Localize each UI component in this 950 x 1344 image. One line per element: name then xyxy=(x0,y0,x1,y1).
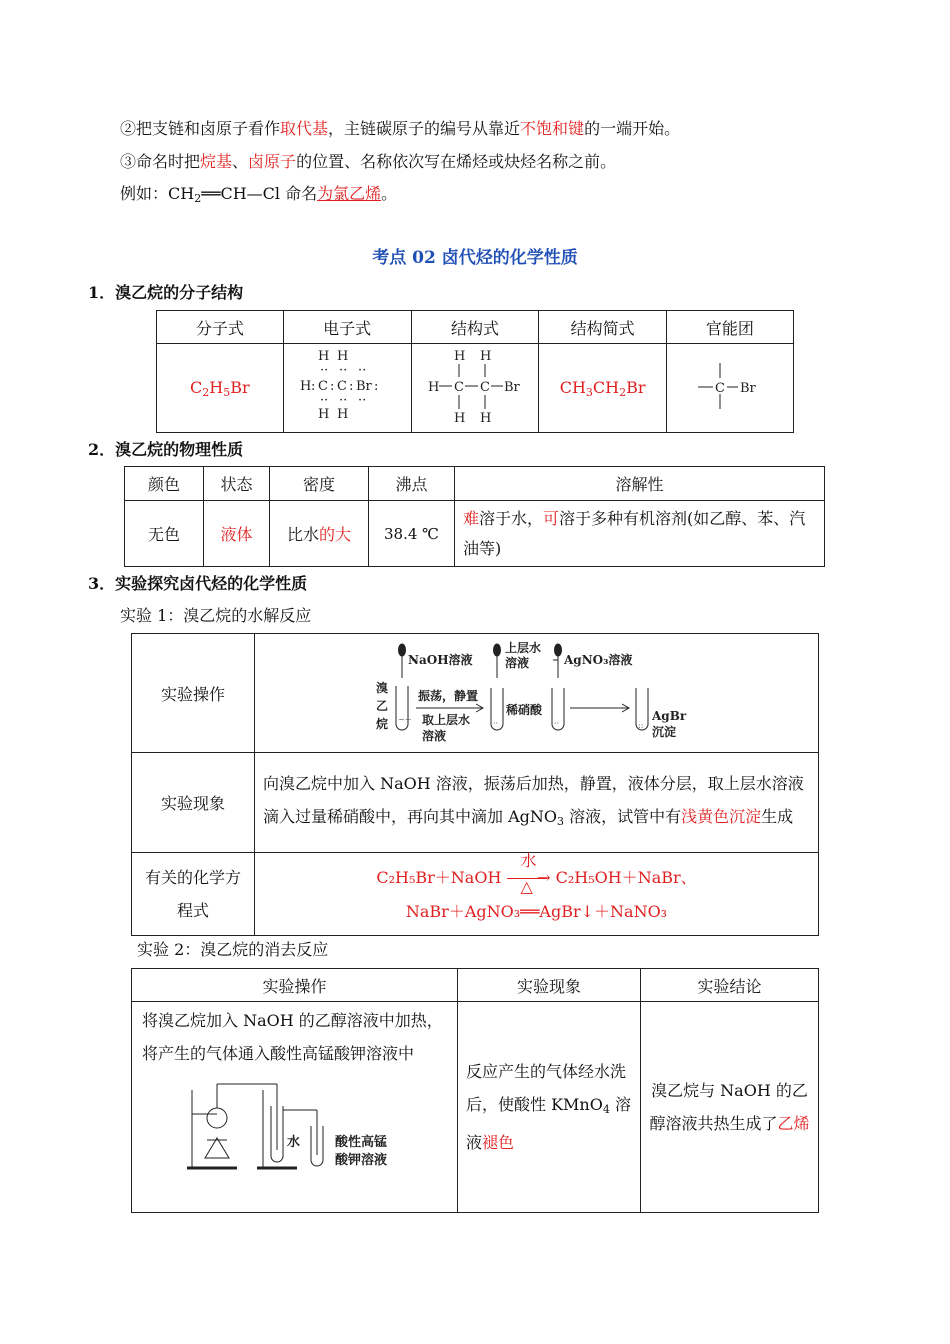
text: 例如：CH xyxy=(120,184,195,203)
exp2-title: 实验 2：溴乙烷的消去反应 xyxy=(137,940,329,959)
reaction-arrow: 水 → △ xyxy=(507,869,551,889)
svg-text:C: C xyxy=(714,381,725,396)
label-bromo1: 溴 xyxy=(375,681,388,695)
t: Br xyxy=(626,377,646,397)
intro-line-1 xyxy=(120,116,680,139)
svg-text:··: ·· xyxy=(358,363,367,378)
svg-text:C: C xyxy=(454,380,464,395)
structural-formula xyxy=(411,344,539,433)
svg-text:H: H xyxy=(337,349,349,364)
section-title: 考点 02 卤代烃的化学性质 xyxy=(372,248,578,268)
t: H xyxy=(209,377,224,397)
text: 、 xyxy=(232,152,249,171)
t: 反应产生的气体经水洗后，使酸性 KMnO xyxy=(466,1062,627,1114)
t: C xyxy=(190,377,203,397)
svg-text::: : xyxy=(330,379,335,394)
molecular-formula xyxy=(157,344,284,433)
answer-text: 褪色 xyxy=(482,1133,515,1152)
label-ppt: 沉淀 xyxy=(651,725,676,739)
header-cell: 状态 xyxy=(204,467,270,501)
answer-text: 卤原子 xyxy=(248,152,297,171)
functional-group xyxy=(666,344,793,433)
row-label: 实验现象 xyxy=(132,753,255,853)
text: 。 xyxy=(381,184,398,203)
state-cell: 液体 xyxy=(204,501,270,567)
svg-text:H: H xyxy=(454,349,466,364)
answer-text: 不饱和键 xyxy=(520,119,585,138)
subscript: 5 xyxy=(223,385,231,399)
svg-text::: : xyxy=(374,379,379,394)
label-bromo3: 烷 xyxy=(375,717,388,731)
subscript: 2 xyxy=(202,385,210,399)
svg-text:··: ·· xyxy=(358,393,367,408)
structural-diagram xyxy=(420,346,530,426)
t: 溶于多种有机溶剂(如乙醇、苯、汽油等) xyxy=(463,508,806,558)
t: CH xyxy=(559,377,586,397)
text: ，主链碳原子的编号从靠近 xyxy=(328,119,521,138)
color-cell: 无色 xyxy=(125,501,204,567)
structure-table xyxy=(156,310,794,433)
answer-text: 难 xyxy=(463,508,480,528)
intro-line-2 xyxy=(120,149,616,172)
answer-text: 取代基 xyxy=(280,119,329,138)
t: 溶于水， xyxy=(479,508,544,528)
exp2-phenomenon-cell xyxy=(458,1002,641,1213)
solubility-cell xyxy=(455,501,825,567)
svg-text::: : xyxy=(349,379,354,394)
op-text: 将溴乙烷加入 NaOH 的乙醇溶液中加热，将产生的气体通入酸性高锰酸钾溶液中 xyxy=(142,1011,443,1063)
svg-text:Br: Br xyxy=(504,380,520,395)
subscript: 3 xyxy=(585,385,593,399)
label-agno3: AgNO₃溶液 xyxy=(563,653,632,667)
t: 水 xyxy=(520,850,537,870)
svg-text::: : xyxy=(311,379,316,394)
text: 的位置、名称依次写在烯烃或炔烃名称之前。 xyxy=(296,152,617,171)
answer-text: 的大 xyxy=(319,525,352,544)
text: 的一端开始。 xyxy=(584,119,681,138)
sec2-title: 2．溴乙烷的物理性质 xyxy=(88,440,244,459)
t: Br xyxy=(230,377,250,397)
svg-text:Br: Br xyxy=(356,379,372,394)
equation-cell xyxy=(255,850,819,936)
t: 溶液，试管中有 xyxy=(564,807,682,826)
label-upper2: 溶液 xyxy=(504,656,529,670)
answer-text: 乙烯 xyxy=(777,1114,810,1133)
answer-text: 浅黄色沉淀 xyxy=(681,807,762,826)
exp2-conclusion-cell xyxy=(641,1002,819,1213)
answer-text: 为氯乙烯 xyxy=(317,184,382,203)
svg-text:··: ·· xyxy=(320,393,329,408)
header-cell: 溶解性 xyxy=(455,467,825,501)
label-take2: 溶液 xyxy=(421,729,446,743)
hydrolysis-diagram xyxy=(372,636,702,746)
header-cell: 电子式 xyxy=(283,311,411,344)
svg-text:H: H xyxy=(454,411,466,426)
svg-text:H: H xyxy=(318,349,330,364)
row-label: 有关的化学方程式 xyxy=(132,853,255,936)
text: ②把支链和卤原子看作 xyxy=(120,119,281,138)
phenomenon-cell xyxy=(255,753,819,853)
bp-cell: 38.4 ℃ xyxy=(369,501,455,567)
t: CH xyxy=(592,377,620,397)
physical-props-table xyxy=(124,466,825,567)
label-kmno2: 酸钾溶液 xyxy=(335,1153,388,1168)
t: 向溴乙烷中加入 NaOH 溶液，振荡后加热，静置，液体分层，取上层水溶液滴入过量稀硝酸中，再向其中滴加 AgNO xyxy=(263,774,804,826)
elimination-apparatus xyxy=(177,1070,457,1175)
t: 比水 xyxy=(286,525,319,544)
svg-text:··: ·· xyxy=(320,363,329,378)
header-cell: 官能团 xyxy=(666,311,793,344)
label-hno3: 稀硝酸 xyxy=(505,703,542,717)
svg-text:··: ·· xyxy=(553,719,559,728)
t: C₂H₅Br＋NaOH xyxy=(376,868,502,887)
header-cell: 沸点 xyxy=(369,467,455,501)
svg-text:C: C xyxy=(337,379,348,394)
header-cell: 实验操作 xyxy=(132,969,458,1002)
header-cell: 实验现象 xyxy=(458,969,641,1002)
exp2-table xyxy=(131,968,819,1213)
row-label: 实验操作 xyxy=(132,634,255,753)
svg-text:··: ·· xyxy=(339,363,348,378)
label-naoh: NaOH溶液 xyxy=(407,653,473,667)
functional-group-diagram xyxy=(690,351,770,421)
sec3-title: 3．实验探究卤代烃的化学性质 xyxy=(88,574,308,593)
exp1-table xyxy=(131,633,819,936)
header-cell: 结构简式 xyxy=(539,311,666,344)
svg-text:::: :: xyxy=(637,721,643,730)
label-bromo2: 乙 xyxy=(375,699,388,713)
svg-text:··: ·· xyxy=(339,393,348,408)
t: C₂H₅OH＋NaBr、 xyxy=(555,868,697,887)
subscript: 3 xyxy=(557,815,565,828)
svg-text:H: H xyxy=(428,380,440,395)
equation-1 xyxy=(261,850,812,896)
sec1-title: 1．溴乙烷的分子结构 xyxy=(88,283,244,302)
svg-text:H: H xyxy=(300,379,312,394)
t: 溴乙烷与 NaOH 的乙醇溶液共热生成了 xyxy=(649,1081,808,1133)
text: ③命名时把 xyxy=(120,152,201,171)
svg-text:C: C xyxy=(318,379,329,394)
svg-text:H: H xyxy=(318,407,330,422)
exp1-title: 实验 1：溴乙烷的水解反应 xyxy=(120,606,312,625)
intro-line-3 xyxy=(120,181,397,205)
label-take1: 取上层水 xyxy=(421,713,470,727)
svg-text:H: H xyxy=(480,411,492,426)
t: △ xyxy=(520,876,533,896)
exp2-op-cell xyxy=(132,1002,458,1213)
electron-formula xyxy=(283,344,411,433)
density-cell xyxy=(270,501,369,567)
svg-text:H: H xyxy=(480,349,492,364)
text: ══CH—Cl 命名 xyxy=(201,184,318,203)
answer-text: 可 xyxy=(543,508,560,528)
subscript: 2 xyxy=(194,192,202,205)
t: 生成 xyxy=(761,807,794,826)
svg-text:~~: ~~ xyxy=(397,715,411,724)
header-cell: 分子式 xyxy=(157,311,284,344)
answer-text: 烷基 xyxy=(200,152,233,171)
svg-text:··: ·· xyxy=(492,719,498,728)
label-shake: 振荡，静置 xyxy=(417,689,478,703)
label-kmno1: 酸性高锰 xyxy=(335,1135,388,1150)
electron-dot-diagram xyxy=(292,346,402,426)
header-cell: 密度 xyxy=(270,467,369,501)
equation-2: NaBr＋AgNO₃══AgBr↓＋NaNO₃ xyxy=(405,902,668,921)
label-upper1: 上层水 xyxy=(504,641,541,655)
subscript: 4 xyxy=(602,1103,610,1116)
svg-text:C: C xyxy=(480,380,490,395)
t: 溶液 xyxy=(466,1095,631,1152)
subscript: 2 xyxy=(619,385,627,399)
svg-text:Br: Br xyxy=(739,381,756,396)
condensed-formula xyxy=(539,344,666,433)
svg-text:H: H xyxy=(337,407,349,422)
header-cell: 结构式 xyxy=(411,311,539,344)
header-cell: 颜色 xyxy=(125,467,204,501)
header-cell: 实验结论 xyxy=(641,969,819,1002)
label-water: 水 xyxy=(287,1135,301,1150)
label-agbr: AgBr xyxy=(651,709,686,723)
exp1-diagram-cell xyxy=(255,634,819,753)
